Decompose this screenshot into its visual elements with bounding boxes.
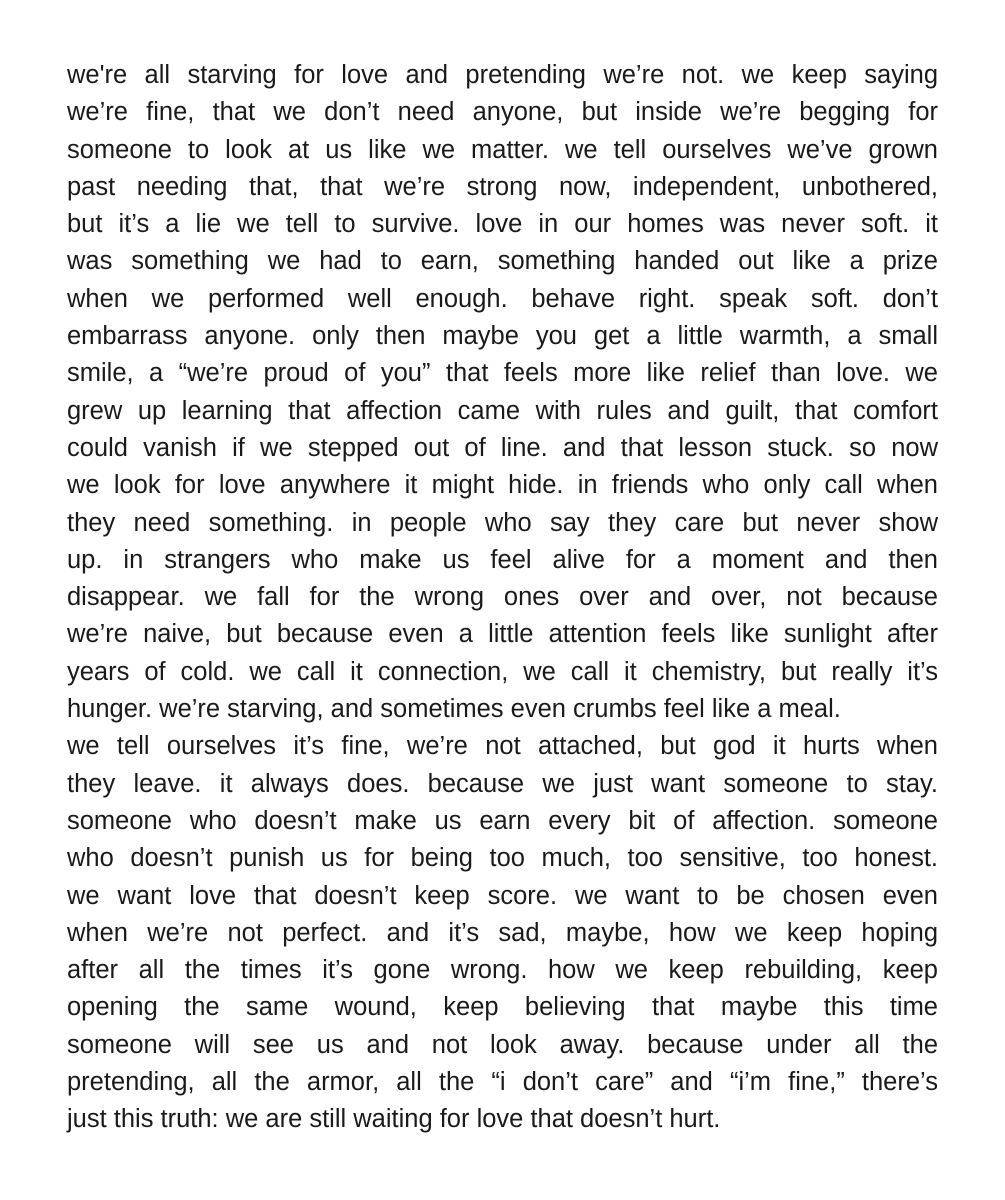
text-line: who doesn’t punish us for being too much, too sensitive, too honest. <box>67 844 938 873</box>
text-line: smile, a “we’re proud of you” that feels more like relief than love. we <box>67 359 938 388</box>
text-line: up. in strangers who make us feel alive for a moment and then <box>67 545 938 574</box>
text-line: opening the same wound, keep believing that maybe this time <box>67 993 938 1022</box>
text-line: we want love that doesn’t keep score. we want to be chosen even <box>67 881 938 910</box>
text-line: could vanish if we stepped out of line. and that lesson stuck. so now <box>67 433 938 462</box>
text-line: but it’s a lie we tell to survive. love in our homes was never soft. it <box>67 210 938 239</box>
text-line: when we’re not perfect. and it’s sad, maybe, how we keep hoping <box>67 918 938 947</box>
text-line: hunger. we’re starving, and sometimes even crumbs feel like a meal. <box>67 695 841 724</box>
text-line: we tell ourselves it’s fine, we’re not attached, but god it hurts when <box>67 732 938 761</box>
text-line: when we performed well enough. behave right. speak soft. don’t <box>67 284 938 313</box>
text-line: past needing that, that we’re strong now, independent, unbothered, <box>67 172 938 201</box>
text-line: we’re naive, but because even a little attention feels like sunlight after <box>67 620 938 649</box>
text-line: embarrass anyone. only then maybe you get a little warmth, a small <box>67 322 938 351</box>
text-line: after all the times it’s gone wrong. how we keep rebuilding, keep <box>67 956 938 985</box>
text-line: someone will see us and not look away. because under all the <box>67 1030 938 1059</box>
text-line: we're all starving for love and pretending we’re not. we keep saying <box>67 61 938 89</box>
text-line: disappear. we fall for the wrong ones over and over, not because <box>67 583 938 612</box>
text-line: we look for love anywhere it might hide. in friends who only call when <box>67 471 938 500</box>
text-line: years of cold. we call it connection, we call it chemistry, but really it’s <box>67 657 938 686</box>
text-line: someone to look at us like we matter. we tell ourselves we’ve grown <box>67 135 938 164</box>
text-line: we’re fine, that we don’t need anyone, but inside we’re begging for <box>67 98 938 127</box>
text-line: was something we had to earn, something handed out like a prize <box>67 247 938 276</box>
body-text <box>67 57 938 1139</box>
text-line: just this truth: we are still waiting for love that doesn’t hurt. <box>67 1105 721 1134</box>
text-line: they leave. it always does. because we just want someone to stay. <box>67 769 938 798</box>
text-line: pretending, all the armor, all the “i don’t care” and “i’m fine,” there’s <box>67 1068 938 1097</box>
text-line: someone who doesn’t make us earn every bit of affection. someone <box>67 806 938 835</box>
text-line: grew up learning that affection came with rules and guilt, that comfort <box>67 396 938 425</box>
text-line: they need something. in people who say they care but never show <box>67 508 938 537</box>
